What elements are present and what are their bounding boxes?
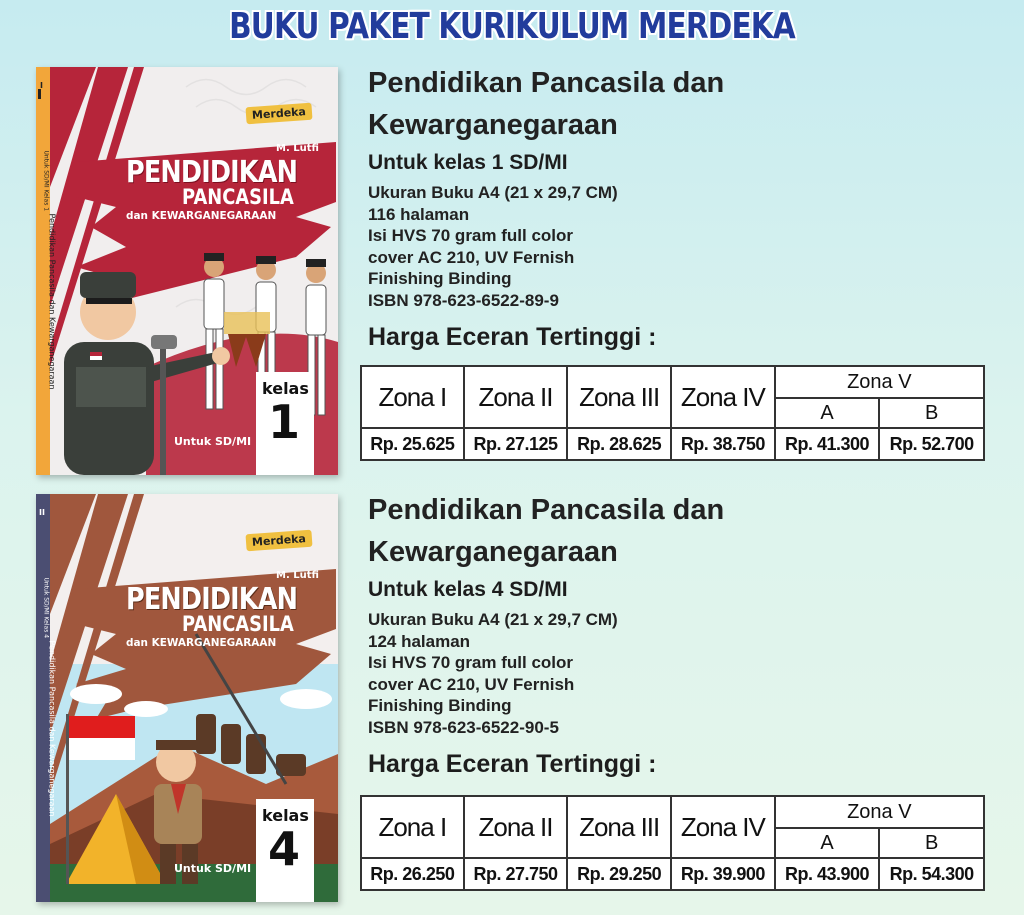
- price-cell: Rp. 41.300: [775, 428, 880, 460]
- zone-sub-header: B: [879, 828, 984, 858]
- spec-pages: 124 halaman: [368, 631, 471, 651]
- spec-isbn: ISBN 978-623-6522-89-9: [368, 290, 559, 310]
- grade-label: Untuk kelas 4 SD/MI: [368, 578, 568, 601]
- cover-title-line2: PANCASILA: [182, 612, 294, 636]
- cover-spine-small: Untuk SD/MI Kelas 1: [42, 150, 50, 212]
- cover-title-line3: dan KEWARGANEGARAAN: [126, 209, 277, 222]
- page-title: BUKU PAKET KURIKULUM MERDEKA: [229, 6, 795, 47]
- price-cell: Rp. 26.250: [361, 858, 464, 890]
- cover-kelas-label: kelas: [262, 379, 309, 398]
- spec-list: [368, 182, 1008, 311]
- zone-header: Zona II: [464, 366, 568, 428]
- cover-kelas-number: 4: [268, 822, 301, 876]
- publisher-logo: Merdeka: [245, 530, 312, 552]
- subject-title-line1: Pendidikan Pancasila dan: [368, 494, 725, 526]
- spec-pages: 116 halaman: [368, 204, 470, 224]
- zone-header: Zona II: [464, 796, 568, 858]
- price-cell: Rp. 25.625: [361, 428, 464, 460]
- cover-spine-text: Pendidikan Pancasila dan Kewarganegaraan: [47, 213, 57, 390]
- cover-spine-small: Untuk SD/MI Kelas 4: [42, 577, 50, 639]
- zone-sub-header: A: [775, 398, 880, 428]
- subject-title-line1: Pendidikan Pancasila dan: [368, 67, 725, 99]
- cover-title-line2: PANCASILA: [182, 185, 294, 209]
- spec-paper: Isi HVS 70 gram full color: [368, 226, 574, 245]
- cover-spine-roman: I: [40, 81, 43, 90]
- cover-title-line1: PENDIDIKAN: [126, 582, 298, 617]
- zone-header: Zona V: [775, 366, 984, 398]
- subject-title-line2: Kewarganegaraan: [368, 536, 618, 568]
- subject-title-line2: Kewarganegaraan: [368, 109, 618, 141]
- book-cover-kelas-4: [36, 494, 338, 902]
- zone-header: Zona I: [361, 796, 464, 858]
- price-cell: Rp. 27.125: [464, 428, 568, 460]
- spec-finishing: Finishing Binding: [368, 269, 512, 288]
- price-table-kelas-1: [360, 365, 985, 461]
- price-cell: Rp. 43.900: [775, 858, 880, 890]
- zone-header: Zona I: [361, 366, 464, 428]
- price-cell: Rp. 52.700: [879, 428, 984, 460]
- book-info-kelas-4: [368, 489, 1008, 780]
- spec-paper: Isi HVS 70 gram full color: [368, 653, 574, 672]
- spec-cover: cover AC 210, UV Fernish: [368, 674, 575, 694]
- price-cell: Rp. 29.250: [567, 858, 671, 890]
- cover-spine-roman: II: [39, 508, 45, 517]
- price-cell: Rp. 54.300: [879, 858, 984, 890]
- cover-untuk: Untuk SD/MI: [174, 862, 252, 875]
- spec-size: Ukuran Buku A4 (21 x 29,7 CM): [368, 610, 618, 629]
- price-table-kelas-4: [360, 795, 985, 891]
- zone-header: Zona V: [775, 796, 984, 828]
- book-cover-kelas-1: [36, 67, 338, 475]
- spec-cover: cover AC 210, UV Fernish: [368, 247, 575, 267]
- book-info-kelas-1: [368, 62, 1008, 353]
- cover-title-line1: PENDIDIKAN: [126, 155, 298, 190]
- zone-sub-header: A: [775, 828, 880, 858]
- price-cell: Rp. 38.750: [671, 428, 775, 460]
- publisher-logo: Merdeka: [245, 103, 312, 125]
- price-cell: Rp. 39.900: [671, 858, 775, 890]
- zone-header: Zona III: [567, 366, 671, 428]
- het-label: Harga Eceran Tertinggi :: [368, 323, 657, 351]
- cover-title-line3: dan KEWARGANEGARAAN: [126, 636, 277, 649]
- cover-spine-text: Pendidikan Pancasila dan Kewarganegaraan: [47, 640, 57, 817]
- zone-header: Zona IV: [671, 366, 775, 428]
- spec-isbn: ISBN 978-623-6522-90-5: [368, 717, 559, 737]
- zone-header: Zona III: [567, 796, 671, 858]
- cover-kelas-number: 1: [268, 395, 301, 449]
- zone-header: Zona IV: [671, 796, 775, 858]
- zone-sub-header: B: [879, 398, 984, 428]
- spec-finishing: Finishing Binding: [368, 696, 512, 715]
- cover-kelas-label: kelas: [262, 806, 309, 825]
- price-cell: Rp. 27.750: [464, 858, 568, 890]
- cover-author: M. Lutfi: [276, 570, 319, 581]
- spec-list: [368, 609, 1008, 738]
- spec-size: Ukuran Buku A4 (21 x 29,7 CM): [368, 183, 618, 202]
- price-cell: Rp. 28.625: [567, 428, 671, 460]
- cover-untuk: Untuk SD/MI: [174, 435, 252, 448]
- grade-label: Untuk kelas 1 SD/MI: [368, 151, 568, 174]
- cover-author: M. Lutfi: [276, 143, 319, 154]
- het-label: Harga Eceran Tertinggi :: [368, 750, 657, 778]
